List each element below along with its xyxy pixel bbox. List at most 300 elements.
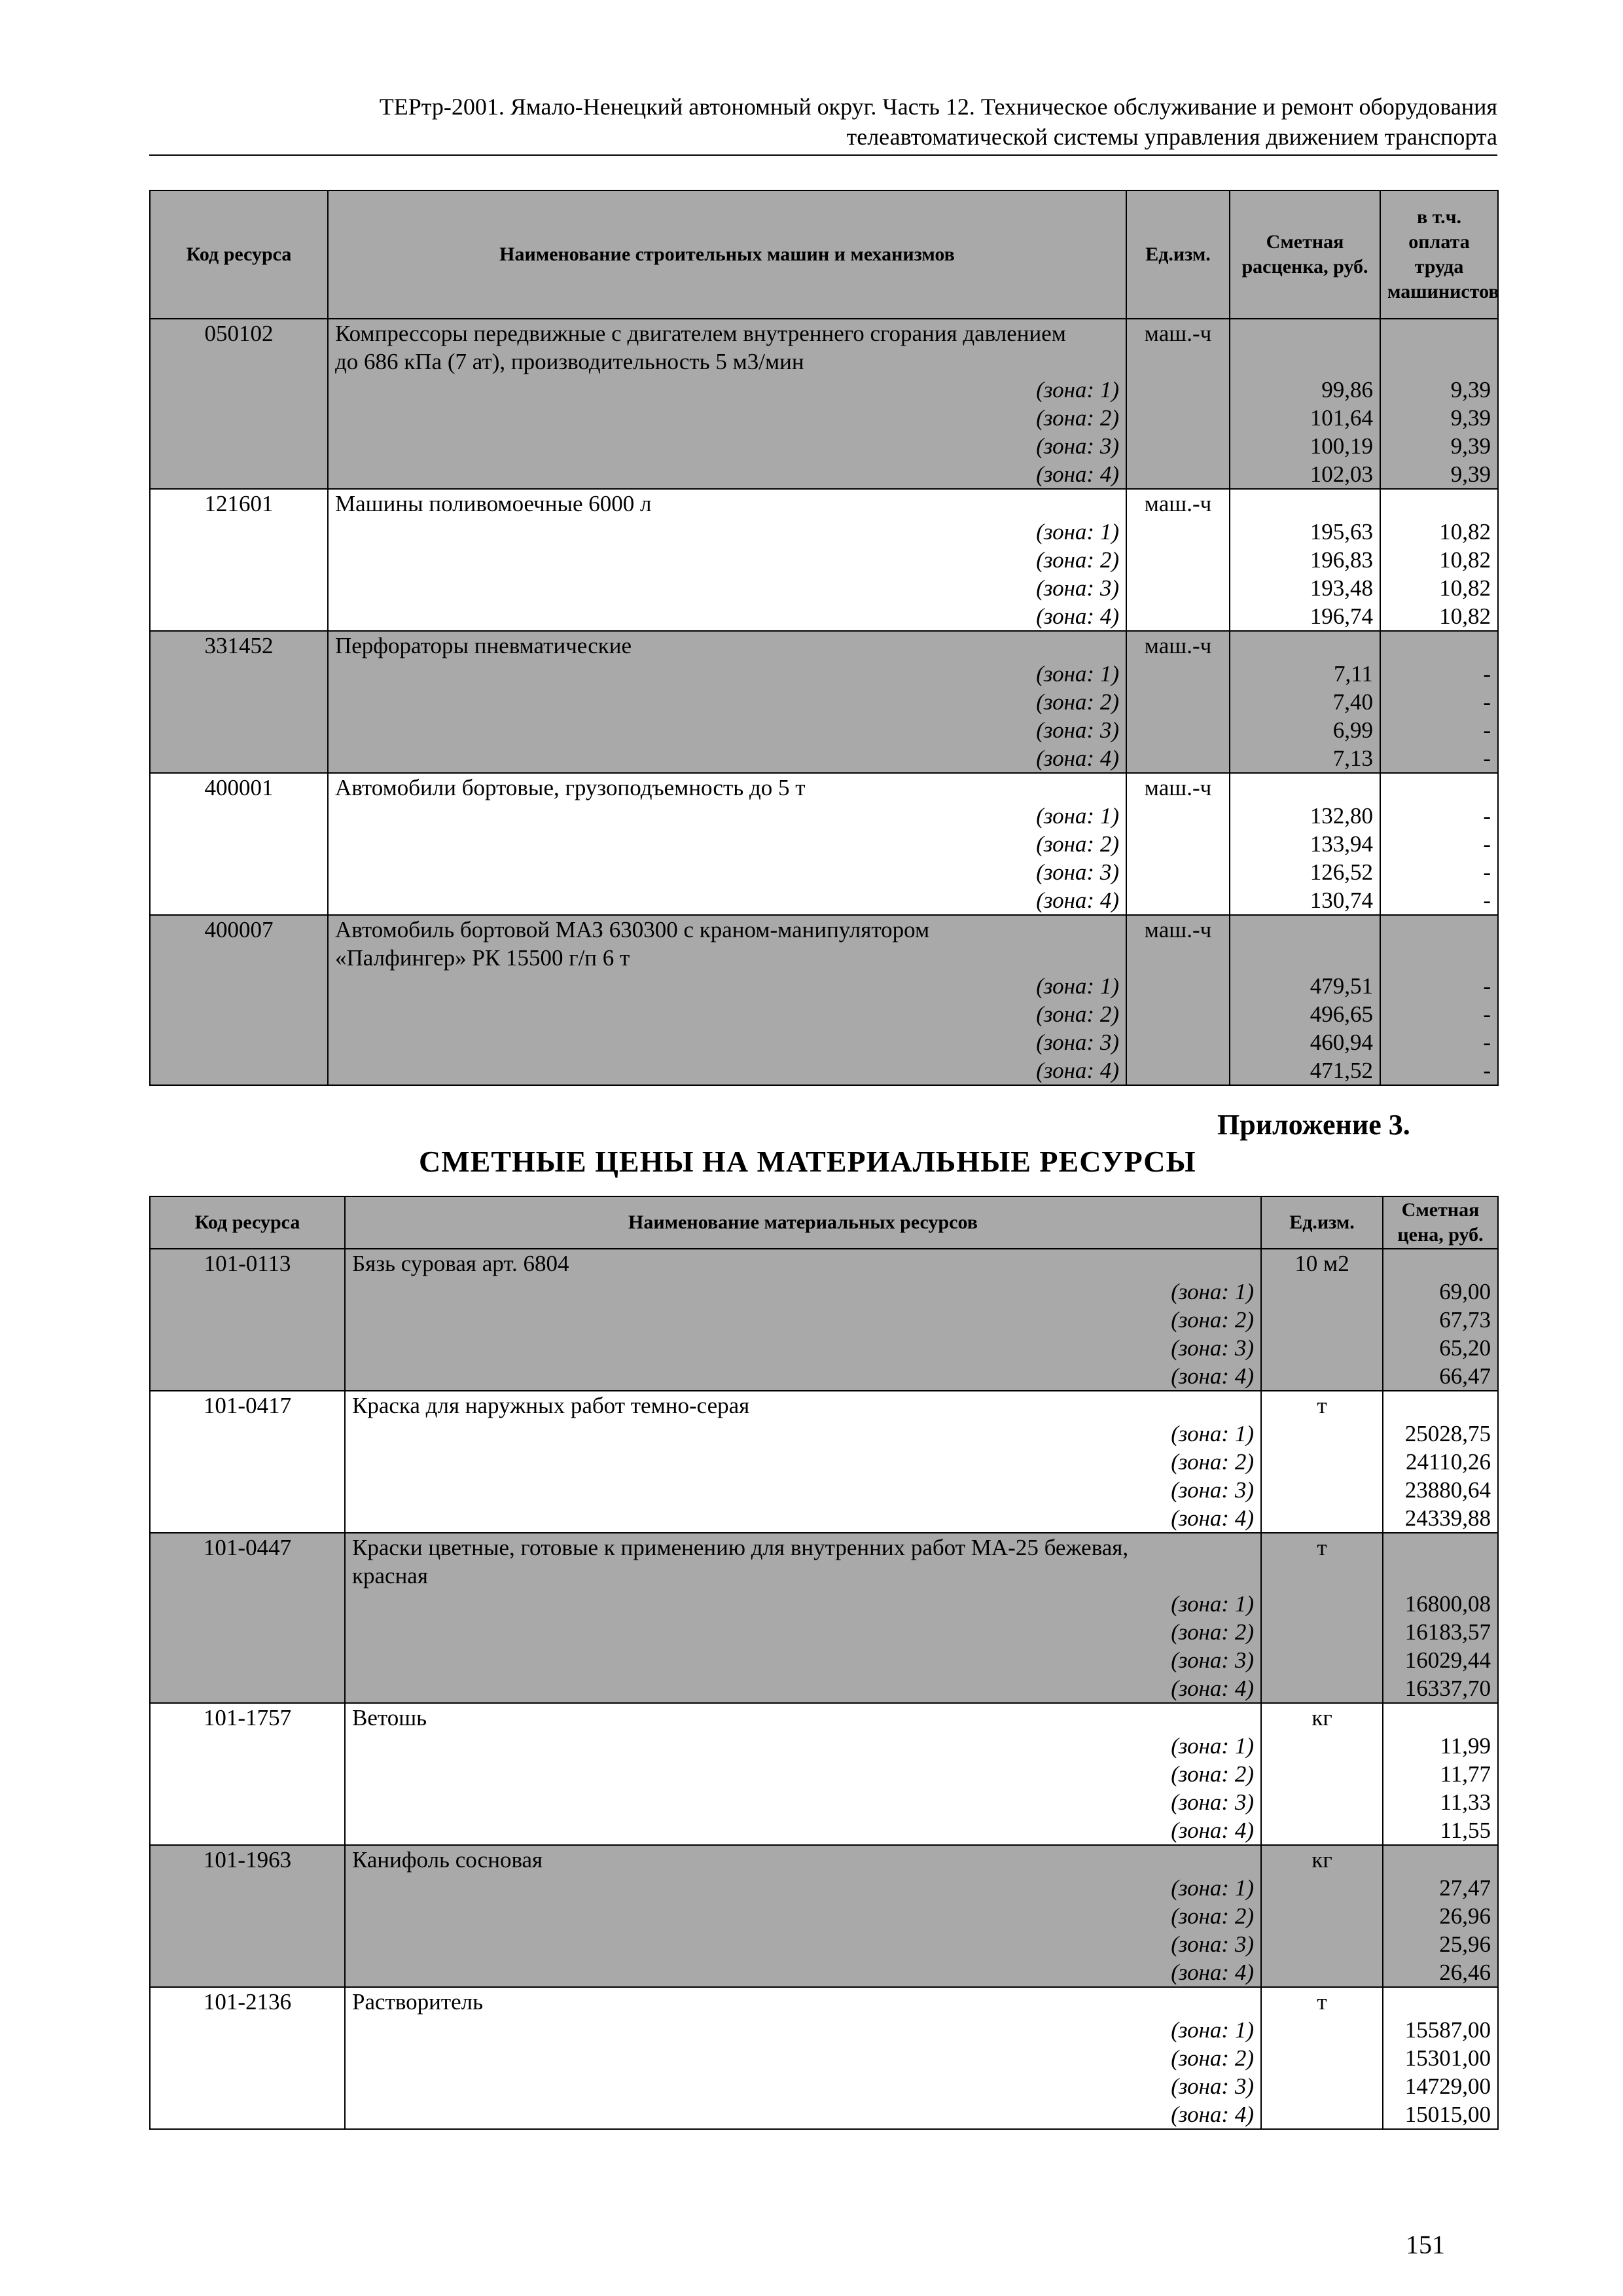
resource-price: [1230, 319, 1380, 348]
resource-code: 050102: [150, 319, 328, 348]
resource-unit: маш.-ч: [1126, 631, 1230, 660]
resource-unit: [1126, 944, 1230, 972]
zone-row: [150, 1618, 1498, 1646]
resource-code: [150, 972, 328, 1000]
resource-group: [150, 319, 1498, 489]
zone-row: [150, 744, 1498, 773]
zone-label: (зона: 3): [328, 1028, 1126, 1056]
zone-price: 66,47: [1383, 1362, 1498, 1391]
resource-code: [150, 1562, 345, 1590]
resource-unit: [1261, 1902, 1383, 1930]
resource-code: [150, 546, 328, 574]
table-row: [150, 773, 1498, 802]
header-line-1: ТЕРтр-2001. Ямало-Ненецкий автономный округ. Часть 12. Техническое обслуживание и ремонт оборудования: [379, 94, 1497, 120]
resource-code: [150, 2044, 345, 2072]
zone-wage: 10,82: [1380, 602, 1498, 631]
zone-row: [150, 972, 1498, 1000]
zone-price: 15301,00: [1383, 2044, 1498, 2072]
zone-price: 101,64: [1230, 404, 1380, 432]
resource-name: Автомобиль бортовой МАЗ 630300 с краном-манипулятором: [328, 915, 1126, 944]
resource-unit: т: [1261, 1533, 1383, 1562]
zone-row: [150, 1816, 1498, 1845]
resource-code: [150, 518, 328, 546]
zone-label: (зона: 1): [328, 518, 1126, 546]
resource-unit: кг: [1261, 1845, 1383, 1874]
resource-code: [150, 1420, 345, 1448]
table-row: [150, 319, 1498, 348]
zone-wage: 9,39: [1380, 432, 1498, 460]
resource-unit: [1261, 1674, 1383, 1703]
section-title: СМЕТНЫЕ ЦЕНЫ НА МАТЕРИАЛЬНЫЕ РЕСУРСЫ: [419, 1145, 1196, 1178]
resource-code: 101-1963: [150, 1845, 345, 1874]
resource-code: [150, 1788, 345, 1816]
table-row: [150, 631, 1498, 660]
zone-price: 26,46: [1383, 1958, 1498, 1987]
resource-code: [150, 1618, 345, 1646]
resource-code: [150, 376, 328, 404]
zone-wage: -: [1380, 972, 1498, 1000]
zone-wage: -: [1380, 830, 1498, 858]
zone-price: 11,99: [1383, 1732, 1498, 1760]
zone-price: 11,33: [1383, 1788, 1498, 1816]
zone-label: (зона: 2): [345, 2044, 1261, 2072]
resource-unit: [1126, 688, 1230, 716]
zone-label: (зона: 4): [345, 1362, 1261, 1391]
zone-price: 69,00: [1383, 1278, 1498, 1306]
zone-label: (зона: 3): [328, 858, 1126, 886]
zone-price: 6,99: [1230, 716, 1380, 744]
zone-label: (зона: 1): [328, 802, 1126, 830]
resource-code: 101-0113: [150, 1249, 345, 1278]
zone-label: (зона: 2): [328, 546, 1126, 574]
zone-row: [150, 1334, 1498, 1362]
resource-price: [1383, 1391, 1498, 1420]
resource-unit: [1261, 1562, 1383, 1590]
resource-unit: т: [1261, 1987, 1383, 2016]
zone-label: (зона: 2): [328, 830, 1126, 858]
resource-unit: [1261, 2016, 1383, 2044]
zone-label: (зона: 3): [328, 716, 1126, 744]
resource-code: 400007: [150, 915, 328, 944]
resource-group: [150, 773, 1498, 915]
resource-code: [150, 432, 328, 460]
resource-code: [150, 1816, 345, 1845]
resource-group: [150, 915, 1498, 1085]
zone-price: 193,48: [1230, 574, 1380, 602]
resource-code: [150, 858, 328, 886]
zone-label: (зона: 4): [328, 886, 1126, 915]
resource-code: 101-1757: [150, 1703, 345, 1732]
zone-wage: 10,82: [1380, 574, 1498, 602]
resource-code: [150, 1958, 345, 1987]
table-row: [150, 1562, 1498, 1590]
zone-label: (зона: 4): [328, 744, 1126, 773]
resource-unit: [1126, 744, 1230, 773]
table-row: [150, 1845, 1498, 1874]
resource-unit: [1261, 1334, 1383, 1362]
col-header-unit: Ед.изм.: [1261, 1196, 1383, 1249]
resource-code: [150, 1674, 345, 1703]
zone-label: (зона: 2): [345, 1618, 1261, 1646]
machines-table: [149, 190, 1499, 1086]
zone-wage: -: [1380, 1028, 1498, 1056]
col-header-name: Наименование строительных машин и механизмов: [328, 190, 1126, 319]
resource-code: [150, 1732, 345, 1760]
resource-unit: [1261, 1874, 1383, 1902]
resource-wage: [1380, 348, 1498, 376]
zone-wage: 9,39: [1380, 376, 1498, 404]
zone-wage: 9,39: [1380, 404, 1498, 432]
table-row: [150, 348, 1498, 376]
resource-price: [1230, 489, 1380, 518]
zone-label: (зона: 4): [345, 1816, 1261, 1845]
zone-price: 102,03: [1230, 460, 1380, 489]
zone-wage: -: [1380, 716, 1498, 744]
zone-price: 195,63: [1230, 518, 1380, 546]
resource-unit: [1126, 348, 1230, 376]
page-number: 151: [1406, 2230, 1445, 2259]
zone-label: (зона: 2): [345, 1448, 1261, 1476]
resource-code: [150, 1874, 345, 1902]
zone-row: [150, 1958, 1498, 1987]
zone-row: [150, 716, 1498, 744]
resource-code: [150, 1504, 345, 1533]
resource-code: [150, 1306, 345, 1334]
zone-label: (зона: 1): [345, 1874, 1261, 1902]
zone-label: (зона: 1): [328, 660, 1126, 688]
resource-price: [1383, 1987, 1498, 2016]
resource-unit: [1126, 716, 1230, 744]
zone-label: (зона: 4): [328, 460, 1126, 489]
zone-label: (зона: 2): [345, 1902, 1261, 1930]
resource-group: [150, 1533, 1498, 1703]
zone-row: [150, 1362, 1498, 1391]
zone-price: 25028,75: [1383, 1420, 1498, 1448]
zone-label: (зона: 1): [345, 1590, 1261, 1618]
header-line-2: телеавтоматической системы управления движением транспорта: [846, 124, 1497, 150]
zone-row: [150, 1504, 1498, 1533]
zone-row: [150, 1000, 1498, 1028]
resource-code: [150, 830, 328, 858]
resource-code: [150, 1334, 345, 1362]
resource-unit: [1261, 1476, 1383, 1504]
resource-unit: маш.-ч: [1126, 319, 1230, 348]
zone-row: [150, 1930, 1498, 1958]
resource-unit: [1261, 1278, 1383, 1306]
zone-price: 16800,08: [1383, 1590, 1498, 1618]
resource-unit: [1126, 972, 1230, 1000]
zone-row: [150, 432, 1498, 460]
resource-code: [150, 2072, 345, 2100]
table-row: [150, 1703, 1498, 1732]
resource-code: [150, 688, 328, 716]
zone-row: [150, 1420, 1498, 1448]
zone-row: [150, 376, 1498, 404]
zone-row: [150, 460, 1498, 489]
resource-code: [150, 1760, 345, 1788]
resource-unit: [1261, 2044, 1383, 2072]
zone-price: 11,55: [1383, 1816, 1498, 1845]
resource-code: [150, 886, 328, 915]
zone-price: 126,52: [1230, 858, 1380, 886]
resource-code: [150, 404, 328, 432]
zone-label: (зона: 3): [328, 432, 1126, 460]
resource-unit: [1126, 1000, 1230, 1028]
zone-price: 471,52: [1230, 1056, 1380, 1085]
col-header-price: Сметная расценка, руб.: [1230, 190, 1380, 319]
resource-unit: [1126, 830, 1230, 858]
resource-price: [1230, 773, 1380, 802]
zone-label: (зона: 1): [345, 1420, 1261, 1448]
resource-wage: [1380, 319, 1498, 348]
resource-unit: [1261, 1306, 1383, 1334]
resource-unit: [1261, 1788, 1383, 1816]
zone-label: (зона: 4): [345, 1674, 1261, 1703]
zone-label: (зона: 3): [345, 1476, 1261, 1504]
resource-unit: маш.-ч: [1126, 489, 1230, 518]
resource-unit: [1261, 2100, 1383, 2129]
resource-unit: [1261, 1504, 1383, 1533]
resource-name: Перфораторы пневматические: [328, 631, 1126, 660]
resource-unit: [1126, 1028, 1230, 1056]
zone-price: 67,73: [1383, 1306, 1498, 1334]
resource-wage: [1380, 773, 1498, 802]
zone-wage: 10,82: [1380, 518, 1498, 546]
resource-unit: [1126, 518, 1230, 546]
resource-price: [1383, 1703, 1498, 1732]
col-header-code: Код ресурса: [150, 1196, 345, 1249]
table-row: [150, 489, 1498, 518]
resource-name: Автомобили бортовые, грузоподъемность до 5 т: [328, 773, 1126, 802]
resource-unit: [1126, 886, 1230, 915]
zone-row: [150, 858, 1498, 886]
zone-row: [150, 1732, 1498, 1760]
resource-unit: [1261, 1618, 1383, 1646]
resource-code: 101-2136: [150, 1987, 345, 2016]
zone-row: [150, 802, 1498, 830]
zone-price: 130,74: [1230, 886, 1380, 915]
zone-row: [150, 886, 1498, 915]
resource-unit: [1261, 1646, 1383, 1674]
zone-wage: -: [1380, 1056, 1498, 1085]
zone-row: [150, 1306, 1498, 1334]
zone-label: (зона: 2): [345, 1760, 1261, 1788]
resource-price: [1383, 1533, 1498, 1562]
resource-code: [150, 1278, 345, 1306]
zone-label: (зона: 4): [345, 2100, 1261, 2129]
resource-code: [150, 1902, 345, 1930]
zone-row: [150, 660, 1498, 688]
resource-unit: [1261, 1760, 1383, 1788]
zone-label: (зона: 2): [328, 688, 1126, 716]
resource-code: 121601: [150, 489, 328, 518]
resource-code: [150, 460, 328, 489]
zone-row: [150, 1056, 1498, 1085]
resource-unit: [1261, 1816, 1383, 1845]
resource-name: Краска для наружных работ темно-серая: [345, 1391, 1261, 1420]
table-row: [150, 915, 1498, 944]
resource-unit: т: [1261, 1391, 1383, 1420]
resource-code: [150, 1476, 345, 1504]
appendix-label: Приложение 3.: [1217, 1109, 1410, 1141]
zone-price: 7,11: [1230, 660, 1380, 688]
zone-price: 460,94: [1230, 1028, 1380, 1056]
resource-code: 101-0447: [150, 1533, 345, 1562]
resource-code: [150, 1448, 345, 1476]
resource-wage: [1380, 631, 1498, 660]
zone-row: [150, 2100, 1498, 2129]
zone-label: (зона: 1): [345, 1732, 1261, 1760]
resource-code: [150, 716, 328, 744]
resource-code: [150, 1646, 345, 1674]
zone-price: 133,94: [1230, 830, 1380, 858]
zone-wage: 10,82: [1380, 546, 1498, 574]
zone-label: (зона: 4): [345, 1504, 1261, 1533]
zone-row: [150, 2044, 1498, 2072]
resource-unit: [1126, 460, 1230, 489]
resource-code: 400001: [150, 773, 328, 802]
resource-name: Компрессоры передвижные с двигателем внутреннего сгорания давлением: [328, 319, 1126, 348]
zone-price: 16337,70: [1383, 1674, 1498, 1703]
zone-price: 7,40: [1230, 688, 1380, 716]
resource-unit: [1126, 1056, 1230, 1085]
resource-code: [150, 602, 328, 631]
resource-unit: [1126, 546, 1230, 574]
col-header-wage: в т.ч. оплата труда машинистов: [1380, 190, 1498, 319]
zone-price: 14729,00: [1383, 2072, 1498, 2100]
zone-price: 26,96: [1383, 1902, 1498, 1930]
zone-row: [150, 2016, 1498, 2044]
resource-group: [150, 631, 1498, 773]
zone-price: 196,83: [1230, 546, 1380, 574]
zone-price: 11,77: [1383, 1760, 1498, 1788]
zone-label: (зона: 4): [345, 1958, 1261, 1987]
zone-row: [150, 1448, 1498, 1476]
table-row: [150, 1987, 1498, 2016]
resource-price: [1383, 1562, 1498, 1590]
col-header-price: Сметная цена, руб.: [1383, 1196, 1498, 1249]
resource-name: красная: [345, 1562, 1261, 1590]
zone-row: [150, 1760, 1498, 1788]
resource-name: Машины поливомоечные 6000 л: [328, 489, 1126, 518]
resource-unit: [1261, 1958, 1383, 1987]
resource-group: [150, 1703, 1498, 1845]
resource-code: [150, 802, 328, 830]
zone-label: (зона: 1): [345, 2016, 1261, 2044]
resource-code: [150, 1362, 345, 1391]
zone-label: (зона: 3): [345, 1646, 1261, 1674]
zone-row: [150, 518, 1498, 546]
resource-price: [1230, 944, 1380, 972]
col-header-unit: Ед.изм.: [1126, 190, 1230, 319]
resource-unit: [1261, 1930, 1383, 1958]
zone-label: (зона: 2): [328, 404, 1126, 432]
resource-unit: [1126, 376, 1230, 404]
zone-price: 16029,44: [1383, 1646, 1498, 1674]
resource-name: до 686 кПа (7 ат), производительность 5 м3/мин: [328, 348, 1126, 376]
zone-price: 27,47: [1383, 1874, 1498, 1902]
zone-label: (зона: 3): [345, 1788, 1261, 1816]
resource-code: 331452: [150, 631, 328, 660]
zone-row: [150, 830, 1498, 858]
resource-unit: 10 м2: [1261, 1249, 1383, 1278]
zone-label: (зона: 2): [328, 1000, 1126, 1028]
resource-code: [150, 2100, 345, 2129]
zone-label: (зона: 3): [328, 574, 1126, 602]
zone-label: (зона: 1): [328, 376, 1126, 404]
resource-wage: [1380, 915, 1498, 944]
zone-price: 100,19: [1230, 432, 1380, 460]
zone-row: [150, 1788, 1498, 1816]
zone-row: [150, 1674, 1498, 1703]
col-header-name: Наименование материальных ресурсов: [345, 1196, 1261, 1249]
resource-unit: [1126, 602, 1230, 631]
zone-price: 479,51: [1230, 972, 1380, 1000]
zone-row: [150, 546, 1498, 574]
resource-code: [150, 348, 328, 376]
resource-name: «Палфингер» РК 15500 г/п 6 т: [328, 944, 1126, 972]
zone-label: (зона: 1): [345, 1278, 1261, 1306]
zone-label: (зона: 3): [345, 1334, 1261, 1362]
zone-label: (зона: 3): [345, 2072, 1261, 2100]
resource-group: [150, 1249, 1498, 1391]
resource-unit: [1126, 802, 1230, 830]
resource-unit: [1261, 1732, 1383, 1760]
table-row: [150, 1533, 1498, 1562]
resource-price: [1230, 631, 1380, 660]
zone-wage: -: [1380, 802, 1498, 830]
zone-price: 496,65: [1230, 1000, 1380, 1028]
running-header: [149, 92, 1497, 156]
resource-price: [1230, 915, 1380, 944]
zone-row: [150, 1646, 1498, 1674]
resource-code: [150, 574, 328, 602]
table-row: [150, 944, 1498, 972]
resource-code: 101-0417: [150, 1391, 345, 1420]
zone-row: [150, 1902, 1498, 1930]
zone-price: 25,96: [1383, 1930, 1498, 1958]
resource-unit: маш.-ч: [1126, 915, 1230, 944]
zone-wage: -: [1380, 660, 1498, 688]
zone-price: 65,20: [1383, 1334, 1498, 1362]
zone-price: 196,74: [1230, 602, 1380, 631]
table-row: [150, 1249, 1498, 1278]
resource-code: [150, 1028, 328, 1056]
zone-row: [150, 1590, 1498, 1618]
resource-name: Растворитель: [345, 1987, 1261, 2016]
resource-unit: [1126, 660, 1230, 688]
zone-row: [150, 2072, 1498, 2100]
resource-wage: [1380, 489, 1498, 518]
resource-name: Краски цветные, готовые к применению для внутренних работ МА-25 бежевая,: [345, 1533, 1261, 1562]
zone-wage: -: [1380, 858, 1498, 886]
resource-unit: [1261, 1590, 1383, 1618]
resource-code: [150, 1930, 345, 1958]
resource-name: Бязь суровая арт. 6804: [345, 1249, 1261, 1278]
zone-label: (зона: 4): [328, 1056, 1126, 1085]
zone-price: 7,13: [1230, 744, 1380, 773]
zone-row: [150, 602, 1498, 631]
resource-unit: [1126, 574, 1230, 602]
zone-price: 99,86: [1230, 376, 1380, 404]
zone-price: 132,80: [1230, 802, 1380, 830]
zone-label: (зона: 2): [345, 1306, 1261, 1334]
zone-wage: -: [1380, 886, 1498, 915]
zone-row: [150, 688, 1498, 716]
resource-unit: [1261, 2072, 1383, 2100]
zone-price: 24339,88: [1383, 1504, 1498, 1533]
resource-code: [150, 1056, 328, 1085]
